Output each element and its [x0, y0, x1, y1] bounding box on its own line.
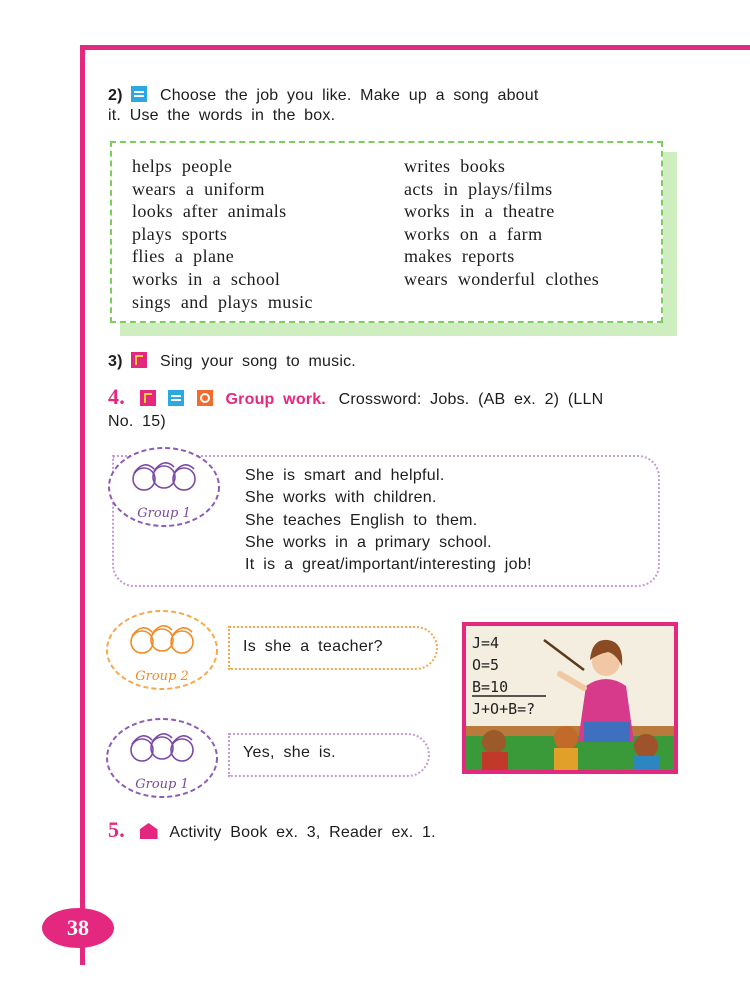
word-item: sings and plays music	[132, 291, 313, 312]
board-line: J=4	[472, 634, 500, 652]
home-icon	[140, 823, 158, 839]
page-border-left	[80, 45, 85, 965]
teacher-illustration	[466, 626, 674, 770]
question-text: Is she a teacher?	[243, 638, 383, 655]
sing-icon	[131, 352, 147, 368]
group1-badge-label: Group 1	[135, 777, 189, 792]
word-item: works in a school	[132, 268, 281, 289]
teacher-picture	[462, 622, 678, 774]
speech-line: It is a great/important/interesting job!	[245, 556, 532, 574]
word-item: flies a plane	[132, 246, 235, 267]
task2-line1: Choose the job you like. Make up a song about	[159, 87, 539, 104]
children-group-icon	[106, 445, 222, 529]
speech-line: She is smart and helpful.	[245, 467, 445, 484]
word-item: wears wonderful clothes	[404, 268, 600, 289]
group1-badge	[106, 445, 222, 529]
word-item: looks after animals	[132, 201, 287, 222]
board-line: J+O+B=?	[472, 700, 536, 718]
task5-number: 5.	[108, 817, 125, 842]
page-border-top	[80, 45, 750, 50]
group1-speech	[245, 465, 532, 576]
group2-badge-label: Group 2	[135, 669, 189, 684]
sing-icon	[140, 390, 156, 406]
word-item: makes reports	[404, 246, 515, 267]
group1-badge-label: Group 1	[137, 506, 191, 521]
board-line: O=5	[472, 656, 500, 674]
group-icon	[197, 390, 213, 406]
word-item: works in a theatre	[404, 201, 555, 222]
task5-text: Activity Book ex. 3, Reader ex. 1.	[169, 824, 436, 841]
speech-line: She teaches English to them.	[245, 511, 478, 529]
task4-text: Crossword: Jobs. (AB ex. 2) (LLN	[338, 391, 604, 408]
task3-instruction	[108, 351, 356, 372]
page-number: 38	[42, 908, 114, 948]
book-icon	[131, 86, 147, 102]
speech-line: She works with children.	[245, 489, 437, 507]
group2-badge	[104, 608, 220, 692]
task2-instruction	[108, 85, 539, 106]
word-item: wears a uniform	[132, 178, 265, 199]
word-item: helps people	[132, 156, 233, 176]
task4-number: 4.	[108, 384, 125, 409]
answer-text: Yes, she is.	[243, 744, 336, 761]
book-icon	[168, 390, 184, 406]
task2-number: 2)	[108, 87, 123, 104]
group1-badge-second	[104, 716, 220, 800]
task2-line2: it. Use the words in the box.	[108, 107, 336, 124]
word-item: writes books	[404, 156, 506, 176]
children-group-icon	[104, 608, 220, 692]
word-item: plays sports	[132, 223, 228, 244]
task4-instruction	[108, 386, 603, 410]
task4-text2: No. 15)	[108, 413, 166, 430]
task5-instruction	[108, 819, 436, 843]
word-item: works on a farm	[404, 223, 543, 244]
word-list-right	[404, 155, 599, 291]
word-item: acts in plays/films	[404, 178, 553, 199]
board-line: B=10	[472, 678, 509, 696]
task3-number: 3)	[108, 353, 123, 370]
speech-line: She works in a primary school.	[245, 533, 492, 551]
group-work-label: Group work.	[225, 391, 326, 408]
children-group-icon	[104, 716, 220, 800]
word-box	[110, 141, 663, 323]
word-list-left	[132, 155, 313, 313]
task3-text: Sing your song to music.	[159, 353, 356, 370]
